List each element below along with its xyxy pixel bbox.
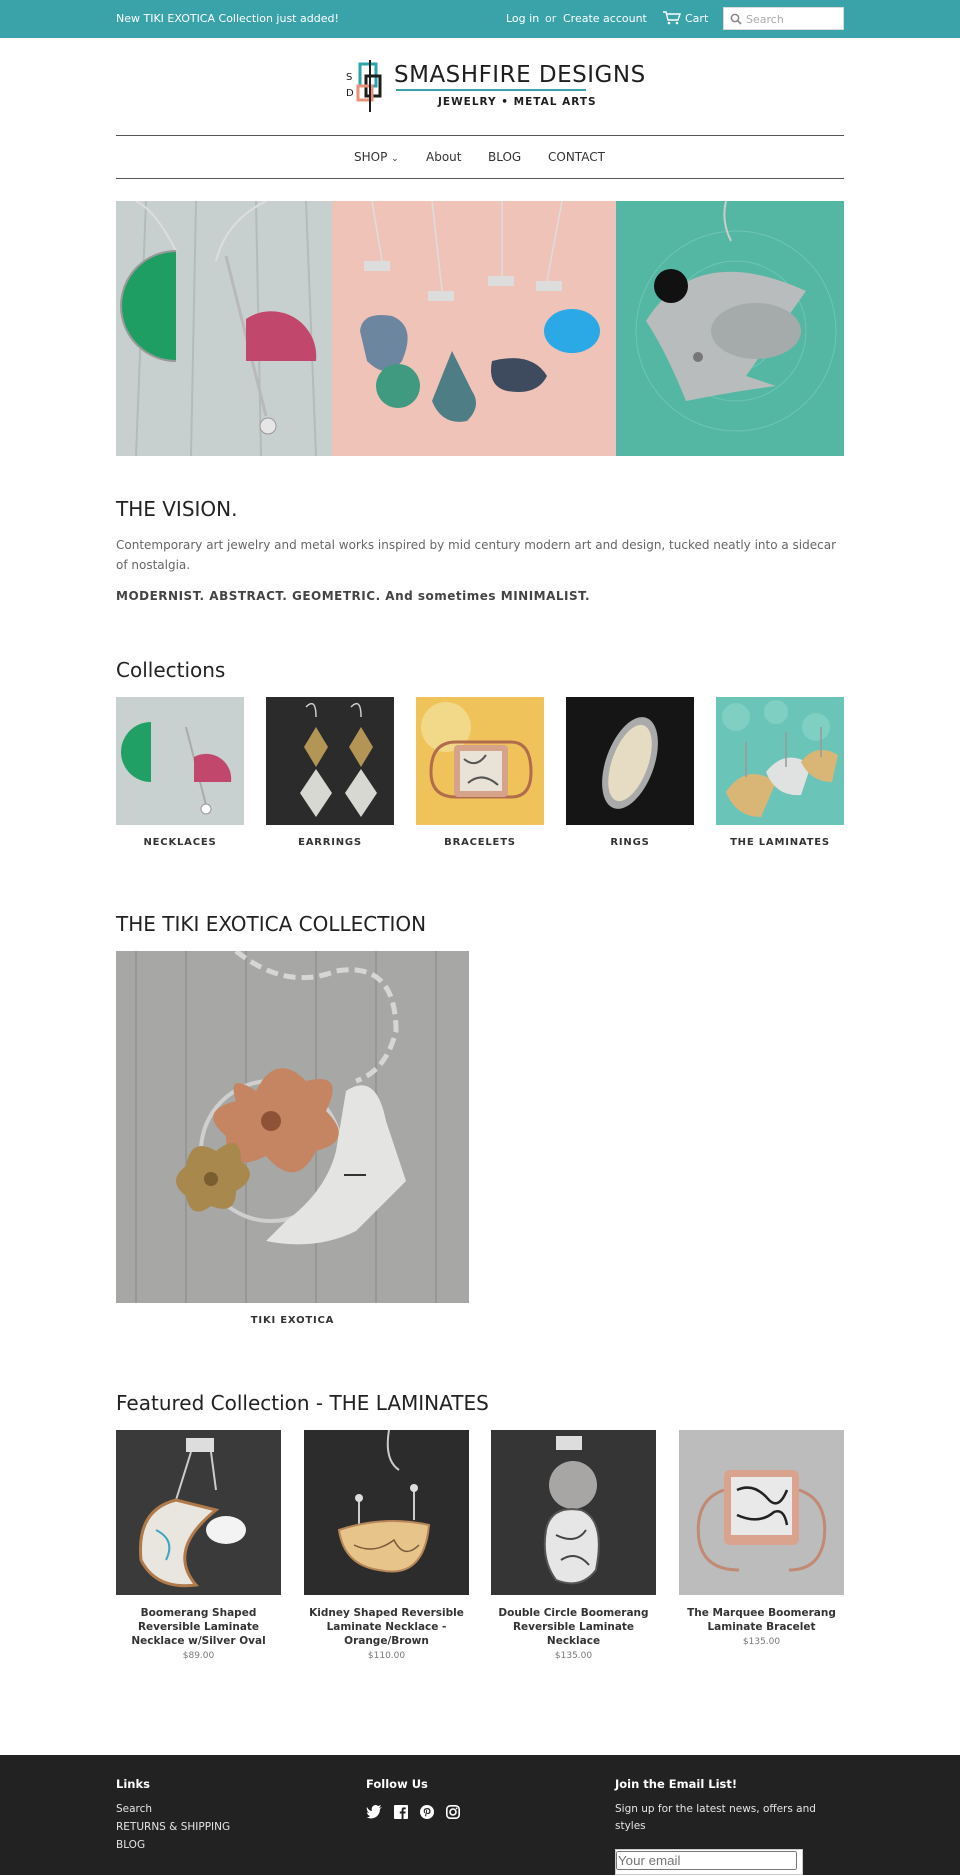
email-field[interactable] — [615, 1849, 803, 1875]
product-image[interactable] — [491, 1430, 656, 1595]
hero-image-boomerang-pendant — [616, 201, 844, 456]
footer-link-blog[interactable]: BLOG — [116, 1839, 146, 1851]
search-icon[interactable] — [730, 13, 742, 25]
main-nav — [116, 135, 844, 179]
hero-banner[interactable] — [116, 201, 844, 456]
collection-image-earrings[interactable] — [266, 697, 394, 825]
footer-email-signup — [615, 1777, 845, 1835]
hero-image-half-moon-necklace — [116, 201, 332, 456]
nav-item-shop[interactable] — [354, 150, 399, 164]
twitter-icon[interactable] — [366, 1805, 382, 1819]
collection-card-rings[interactable] — [566, 697, 694, 848]
collection-image-tiki-exotica[interactable] — [116, 951, 469, 1303]
collection-label[interactable]: EARRINGS — [298, 837, 362, 848]
cart-icon[interactable] — [663, 11, 681, 25]
email-input[interactable] — [616, 1851, 797, 1870]
collection-label[interactable]: RINGS — [610, 837, 650, 848]
vision-strong-text: MODERNIST. ABSTRACT. GEOMETRIC. And sometimes MINIMALIST. — [116, 589, 591, 603]
collection-card-the-laminates[interactable] — [716, 697, 844, 848]
search-box[interactable] — [723, 7, 844, 30]
product-price: $89.00 — [182, 1651, 215, 1661]
collection-image-rings[interactable] — [566, 697, 694, 825]
site-logo[interactable] — [346, 58, 646, 114]
create-account-link[interactable]: Create account — [563, 12, 647, 25]
collection-card-bracelets[interactable] — [416, 697, 544, 848]
product-image[interactable] — [679, 1430, 844, 1595]
product-card[interactable] — [679, 1430, 844, 1647]
brand-name: SMASHFIRE DESIGNS — [394, 62, 646, 88]
footer-follow — [366, 1777, 460, 1819]
collection-card-necklaces[interactable] — [116, 697, 244, 848]
cart-link[interactable]: Cart — [685, 12, 709, 25]
pinterest-icon[interactable] — [420, 1805, 434, 1819]
collection-card-earrings[interactable] — [266, 697, 394, 848]
hero-image-gemstone-necklaces — [332, 201, 616, 456]
collection-image-necklaces[interactable] — [116, 697, 244, 825]
tiki-heading: THE TIKI EXOTICA COLLECTION — [116, 912, 427, 936]
footer-link-search[interactable]: Search — [116, 1803, 153, 1815]
footer-links — [116, 1777, 230, 1851]
collection-label[interactable]: TIKI EXOTICA — [250, 1315, 335, 1326]
facebook-icon[interactable] — [394, 1805, 408, 1819]
search-input[interactable] — [746, 11, 841, 27]
collection-image-the-laminates[interactable] — [716, 697, 844, 825]
footer-links-heading: Links — [116, 1777, 150, 1791]
footer-email-description: Sign up for the latest news, offers and styles — [615, 1803, 816, 1832]
product-price: $110.00 — [367, 1651, 406, 1661]
collection-image-bracelets[interactable] — [416, 697, 544, 825]
product-title[interactable]: Kidney Shaped Reversible Laminate Necklace - Orange/Brown — [309, 1607, 464, 1647]
product-card[interactable] — [116, 1430, 281, 1661]
product-card[interactable] — [304, 1430, 469, 1661]
product-card[interactable] — [491, 1430, 656, 1661]
collection-label[interactable]: BRACELETS — [444, 837, 516, 848]
nav-label-shop: SHOP — [354, 150, 388, 164]
collections-heading: Collections — [116, 658, 226, 682]
featured-heading: Featured Collection - THE LAMINATES — [116, 1391, 489, 1415]
footer-follow-heading: Follow Us — [366, 1777, 428, 1791]
collection-label[interactable]: THE LAMINATES — [730, 837, 830, 848]
brand-underline — [396, 89, 586, 91]
nav-item-blog[interactable]: BLOG — [488, 150, 522, 164]
product-price: $135.00 — [554, 1651, 593, 1661]
product-title[interactable]: Double Circle Boomerang Reversible Laminate Necklace — [498, 1607, 649, 1647]
login-link[interactable]: Log in — [506, 12, 540, 25]
product-title[interactable]: Boomerang Shaped Reversible Laminate Necklace w/Silver Oval — [131, 1607, 266, 1647]
instagram-icon[interactable] — [446, 1805, 460, 1819]
logo-mark-icon — [346, 60, 390, 112]
vision-heading: THE VISION. — [116, 497, 238, 521]
announcement-text[interactable]: New TIKI EXOTICA Collection just added! — [116, 12, 339, 25]
footer-email-heading: Join the Email List! — [615, 1777, 738, 1791]
product-title[interactable]: The Marquee Boomerang Laminate Bracelet — [687, 1607, 836, 1633]
footer-link-returns-shipping[interactable]: RETURNS & SHIPPING — [116, 1821, 231, 1833]
product-image[interactable] — [116, 1430, 281, 1595]
nav-item-contact[interactable]: CONTACT — [548, 150, 605, 164]
svg-text:S: S — [346, 72, 353, 83]
chevron-down-icon: ⌄ — [391, 154, 399, 164]
brand-tagline: JEWELRY • METAL ARTS — [438, 96, 597, 108]
site-footer — [0, 1755, 960, 1875]
svg-text:D: D — [346, 88, 354, 99]
product-price: $135.00 — [742, 1637, 781, 1647]
announcement-bar — [0, 0, 960, 38]
vision-text: Contemporary art jewelry and metal works inspired by mid century modern art and design, tucked neatly into a sidecar of nostalgia. — [116, 538, 837, 572]
collection-card-tiki-exotica[interactable] — [116, 951, 469, 1326]
product-image[interactable] — [304, 1430, 469, 1595]
nav-item-about[interactable]: About — [426, 150, 462, 164]
or-text: or — [545, 12, 557, 25]
collection-label[interactable]: NECKLACES — [143, 837, 217, 848]
